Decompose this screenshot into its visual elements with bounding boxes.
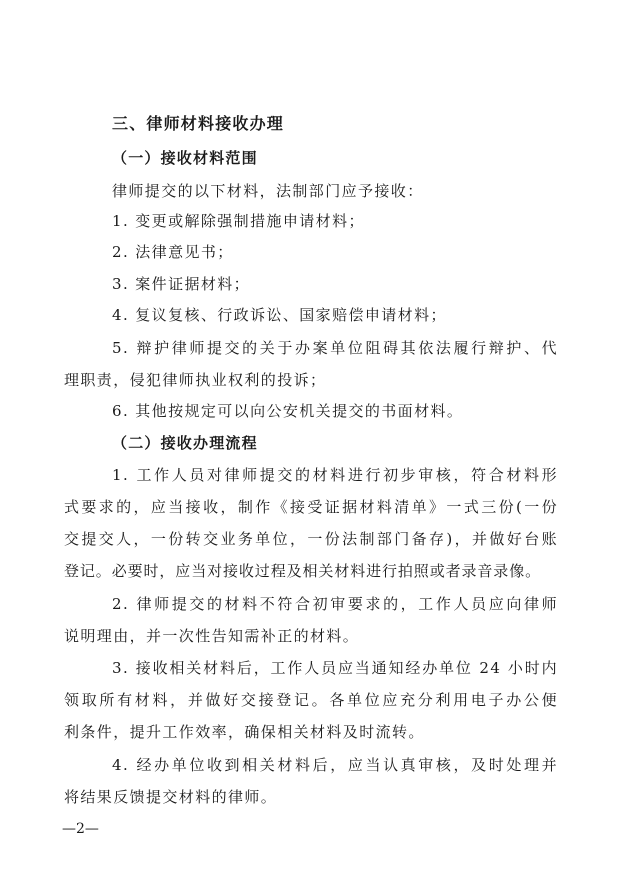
page-number: —2—: [62, 821, 99, 837]
procedure-line: 4. 经办单位收到相关材料后，应当认真审核，及时处理并: [112, 756, 558, 774]
section-heading-three: 三、律师材料接收办理: [112, 114, 285, 133]
subsection-heading-scope: （一）接收材料范围: [112, 149, 258, 167]
scope-item-4: 4. 复议复核、行政诉讼、国家赔偿申请材料；: [112, 306, 447, 324]
procedure-line: 将结果反馈提交材料的律师。: [64, 788, 278, 806]
procedure-line: 3. 接收相关材料后，工作人员应当通知经办单位 24 小时内: [112, 659, 558, 677]
procedure-line: 领取所有材料，并做好交接登记。各单位应充分利用电子办公便: [64, 691, 558, 709]
procedure-line: 式要求的，应当接收，制作《接受证据材料清单》一式三份(一份: [64, 498, 558, 516]
scope-item-5: 5. 辩护律师提交的关于办案单位阻碍其依法履行辩护、代: [112, 339, 558, 357]
subsection-heading-procedure: （二）接收办理流程: [112, 434, 258, 452]
procedure-line: 利条件，提升工作效率，确保相关材料及时流转。: [64, 723, 425, 741]
scope-item-2: 2. 法律意见书；: [112, 243, 234, 261]
procedure-line: 登记。必要时，应当对接收过程及相关材料进行拍照或者录音录像。: [64, 562, 542, 580]
scope-intro: 律师提交的以下材料，法制部门应予接收：: [112, 182, 424, 200]
scope-item-3: 3. 案件证据材料；: [112, 275, 251, 293]
procedure-line: 1. 工作人员对律师提交的材料进行初步审核，符合材料形: [112, 466, 558, 484]
procedure-line: 交提交人，一份转交业务单位，一份法制部门备存)，并做好台账: [64, 530, 558, 548]
procedure-line: 2. 律师提交的材料不符合初审要求的，工作人员应向律师: [112, 595, 558, 613]
procedure-line: 说明理由，并一次性告知需补正的材料。: [64, 627, 360, 645]
scope-item-5-cont: 理职责，侵犯律师执业权利的投诉；: [64, 371, 327, 389]
scope-item-1: 1. 变更或解除强制措施申请材料；: [112, 212, 365, 230]
scope-item-6: 6. 其他按规定可以向公安机关提交的书面材料。: [112, 402, 464, 420]
